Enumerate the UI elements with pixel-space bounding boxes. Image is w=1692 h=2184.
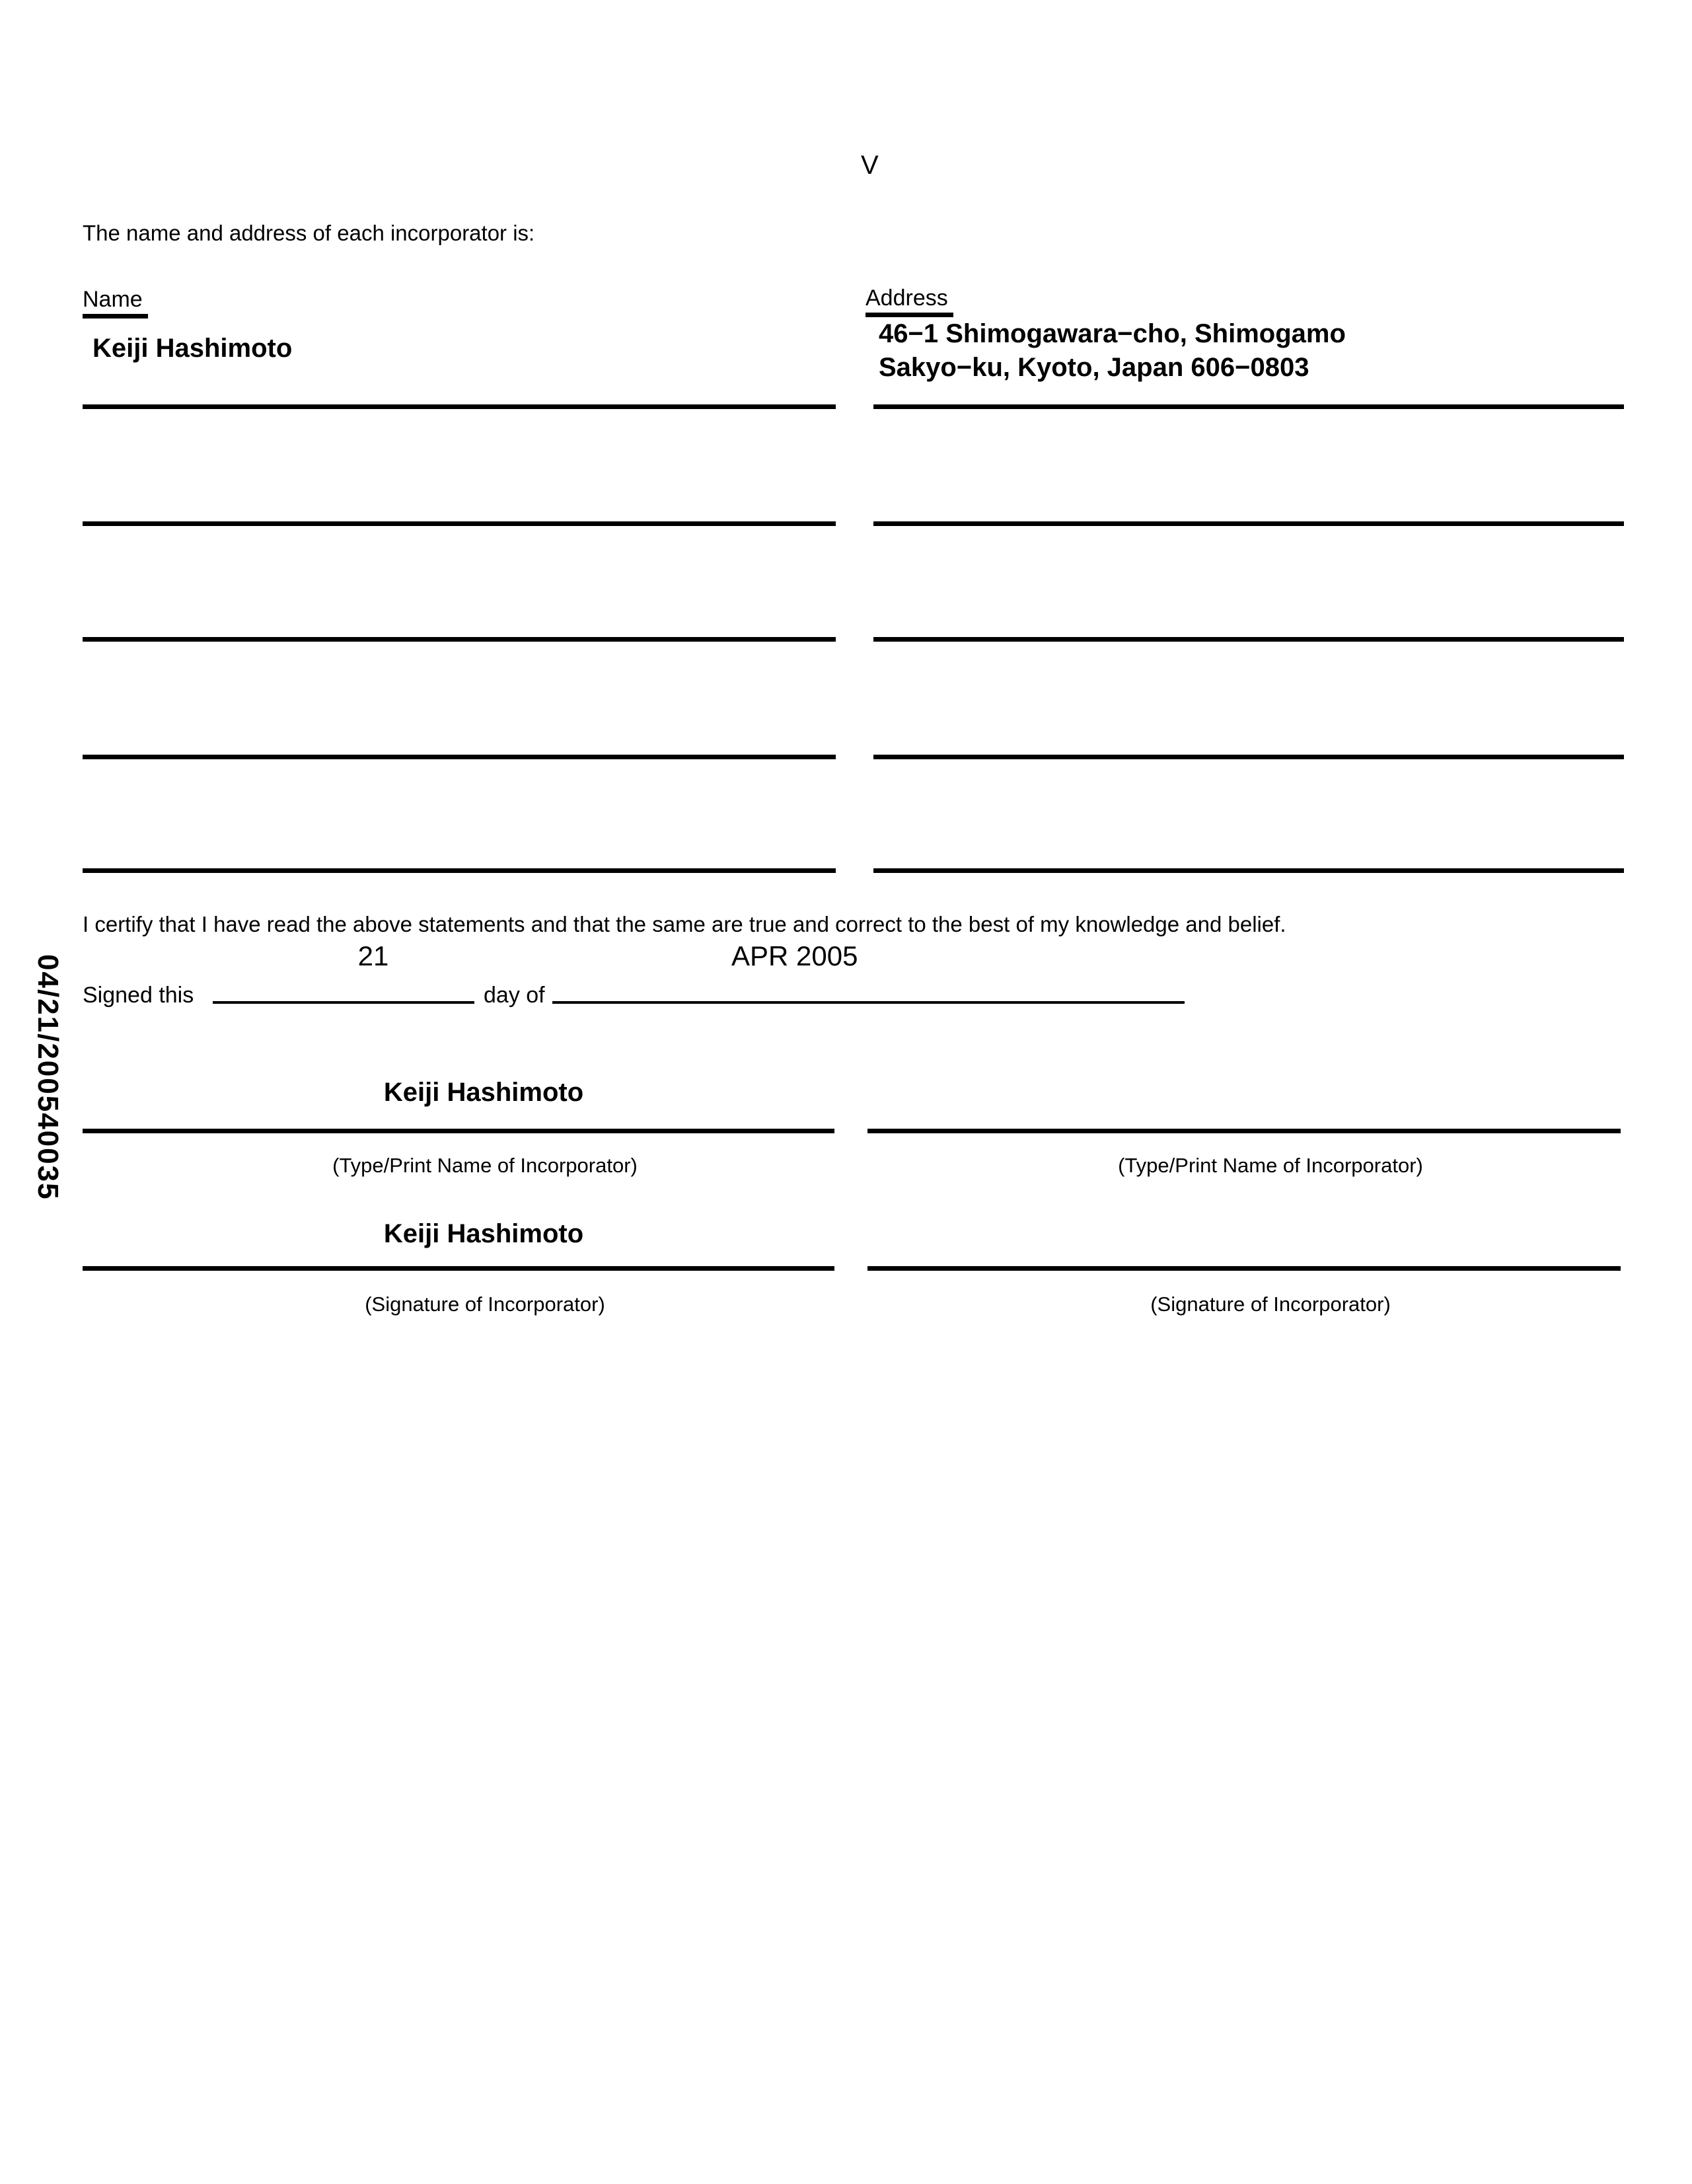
incorporator-address-value xyxy=(879,317,1645,385)
type-print-caption-left: (Type/Print Name of Incorporator) xyxy=(332,1154,638,1177)
name-line-row3 xyxy=(83,637,836,642)
intro-text: The name and address of each incorporator is: xyxy=(83,221,535,245)
incorporator-name-value: Keiji Hashimoto xyxy=(92,334,293,363)
incorporator-address-line1: 46−1 Shimogawara−cho, Shimogamo xyxy=(879,319,1346,348)
address-line-row1 xyxy=(873,404,1624,409)
address-column-header xyxy=(865,285,953,317)
signature-line-left xyxy=(83,1266,834,1271)
signed-month-value: APR 2005 xyxy=(731,940,858,971)
type-print-caption-right: (Type/Print Name of Incorporator) xyxy=(1118,1154,1423,1177)
name-column-label: Name xyxy=(83,287,148,319)
typed-name-line-right xyxy=(867,1129,1621,1133)
date-stamp-vertical: 04/21/200540035 xyxy=(32,954,64,1201)
address-line-row5 xyxy=(873,868,1624,873)
day-of-label: day of xyxy=(484,983,545,1008)
typed-name-value: Keiji Hashimoto xyxy=(383,1078,584,1107)
signed-month-underline xyxy=(552,1001,1185,1004)
signed-day-underline xyxy=(213,1001,474,1004)
signature-caption-left: (Signature of Incorporator) xyxy=(365,1293,605,1316)
signed-day-value: 21 xyxy=(357,940,389,971)
incorporator-address-line2: Sakyo−ku, Kyoto, Japan 606−0803 xyxy=(879,353,1309,382)
address-line-row4 xyxy=(873,755,1624,759)
address-line-row2 xyxy=(873,521,1624,526)
signature-caption-right: (Signature of Incorporator) xyxy=(1150,1293,1391,1316)
signature-name-value: Keiji Hashimoto xyxy=(383,1219,584,1248)
address-column-label: Address xyxy=(865,285,953,317)
certification-text: I certify that I have read the above statements and that the same are true and correct to the best of my knowledge and belief. xyxy=(83,912,1286,936)
name-line-row5 xyxy=(83,868,836,873)
typed-name-line-left xyxy=(83,1129,834,1133)
section-marker: V xyxy=(861,151,879,180)
signature-line-right xyxy=(867,1266,1621,1271)
name-line-row2 xyxy=(83,521,836,526)
signed-this-label: Signed this xyxy=(83,983,194,1008)
address-line-row3 xyxy=(873,637,1624,642)
name-line-row1 xyxy=(83,404,836,409)
name-column-header xyxy=(83,287,148,319)
name-line-row4 xyxy=(83,755,836,759)
